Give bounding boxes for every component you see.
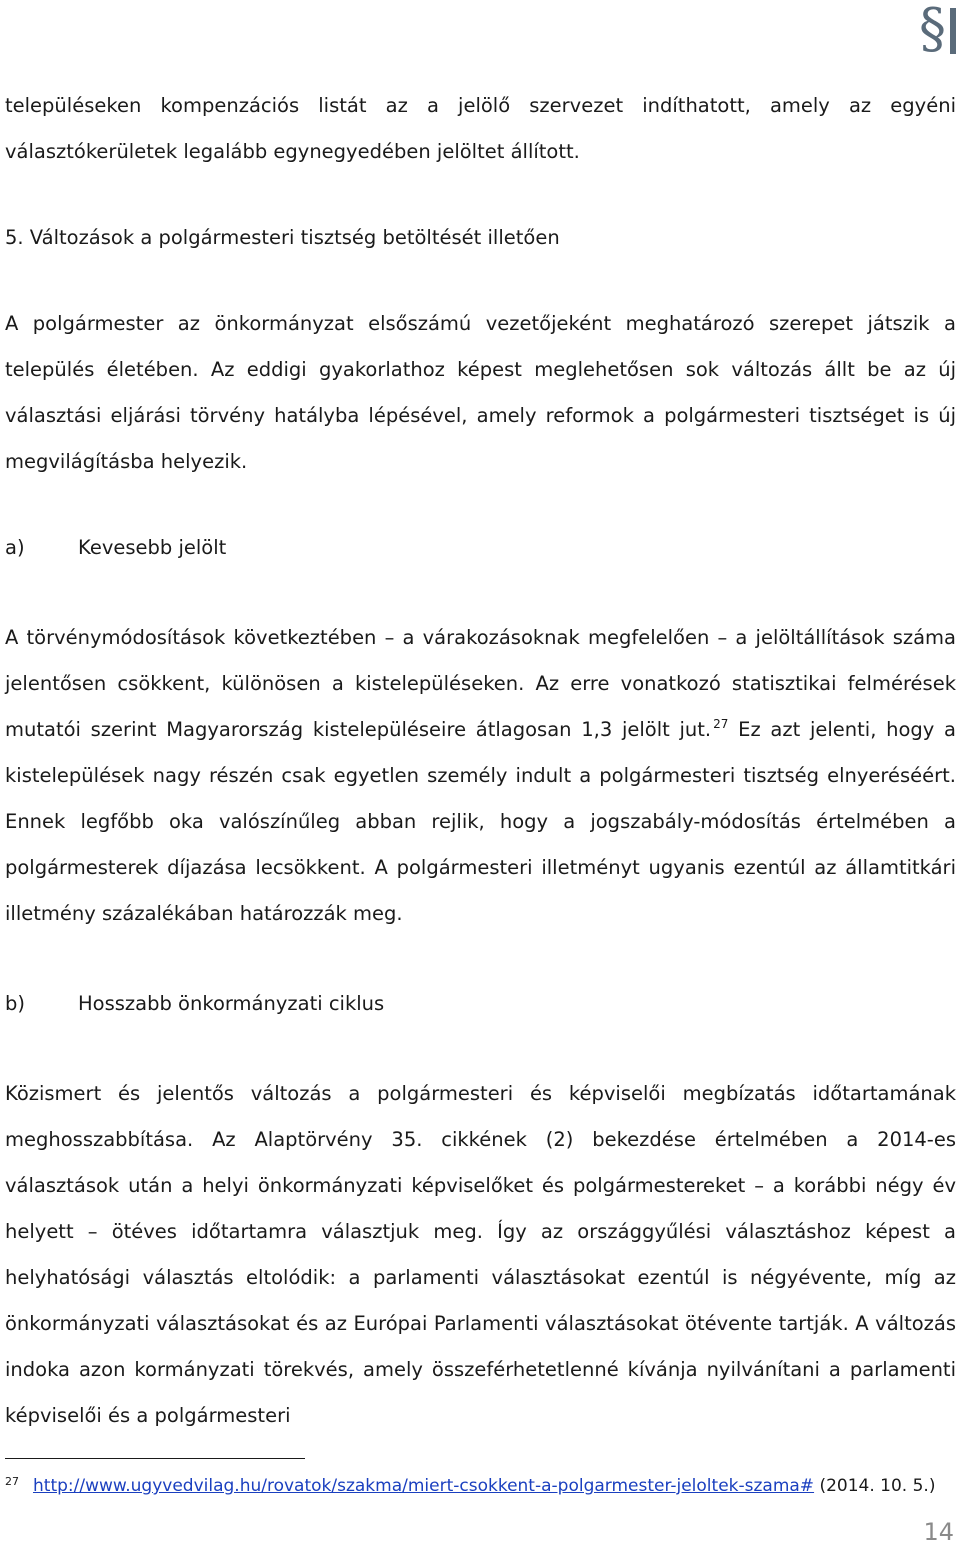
paragraph-text: A törvénymódosítások következtében – a várakozásoknak megfelelően – a jelöltállítások száma jelentősen csökkent, különösen a kistelepüléseken. Az erre vonatkozó statisztikai felmérések mutatói szerint Magyarország kistelepüléseire átlagosan 1,3 jelölt jut.	[5, 626, 956, 741]
footnote	[5, 1470, 956, 1498]
paragraph-mayor-role: A polgármester az önkormányzat elsőszámú vezetőjeként meghatározó szerepet játszik a település életében. Az eddigi gyakorlathoz képest meglehetősen sok változás állt be az új választási eljárási törvény hatályba lépésével, amely reformok a polgármesteri tisztséget is új megvilágításba helyezik.	[5, 312, 956, 473]
paragraph-text: Ez azt jelenti, hogy a kistelepülések nagy részén csak egyetlen személy indult a polgármesteri tisztség elnyeréséért. Ennek legfőbb oka valószínűleg abban rejlik, hogy a jogszabály-módosítás értelmében a polgármesterek díjazása lecsökkent. A polgármesteri illetményt ugyanis ezentúl az államtitkári illetmény százalékában határozzák meg.	[5, 718, 956, 925]
paragraph-fewer-candidates	[5, 615, 956, 937]
subheading-title: Kevesebb jelölt	[78, 536, 227, 559]
logo-bar	[950, 8, 956, 54]
subheading-label: a)	[5, 536, 25, 559]
subheading-title: Hosszabb önkormányzati ciklus	[78, 992, 385, 1015]
footnote-number: 27	[5, 1475, 19, 1488]
section-sign-logo	[919, 0, 956, 60]
footnote-link[interactable]: http://www.ugyvedvilag.hu/rovatok/szakma/miert-csokkent-a-polgarmester-jeloltek-szama#	[33, 1476, 815, 1496]
footnote-divider	[5, 1458, 305, 1459]
logo-glyph: §	[919, 0, 946, 60]
subheading-a	[5, 525, 956, 571]
paragraph-longer-cycle: Közismert és jelentős változás a polgármesteri és képviselői megbízatás időtartamának meghosszabbítása. Az Alaptörvény 35. cikkének (2) bekezdése értelmében a 2014-es választások után a helyi önkormányzati képviselőket és polgármestereket – a korábbi négy év helyett – ötéves időtartamra választjuk meg. Így az országgyűlési választáshoz képest a helyhatósági választás eltolódik: a parlamenti választásokat ezentúl is négyévente, míg az önkormányzati választásokat és az Európai Parlamenti választásokat ötévente tartják. A változás indoka azon kormányzati törekvés, amely összeférhetetlenné kívánja nyilvánítani a parlamenti képviselői és a polgármesteri	[5, 1082, 956, 1427]
subheading-label: b)	[5, 992, 25, 1015]
footnote-date: (2014. 10. 5.)	[814, 1476, 936, 1496]
paragraph-continuation: településeken kompenzációs listát az a jelölő szervezet indíthatott, amely az egyéni választókerületek legalább egynegyedében jelöltet állított.	[5, 94, 956, 163]
subheading-b	[5, 981, 956, 1027]
section-heading: 5. Változások a polgármesteri tisztség betöltését illetően	[5, 226, 560, 249]
footnote-reference[interactable]: 27	[713, 717, 729, 731]
page-number: 14	[923, 1518, 954, 1546]
document-body	[5, 83, 956, 1439]
